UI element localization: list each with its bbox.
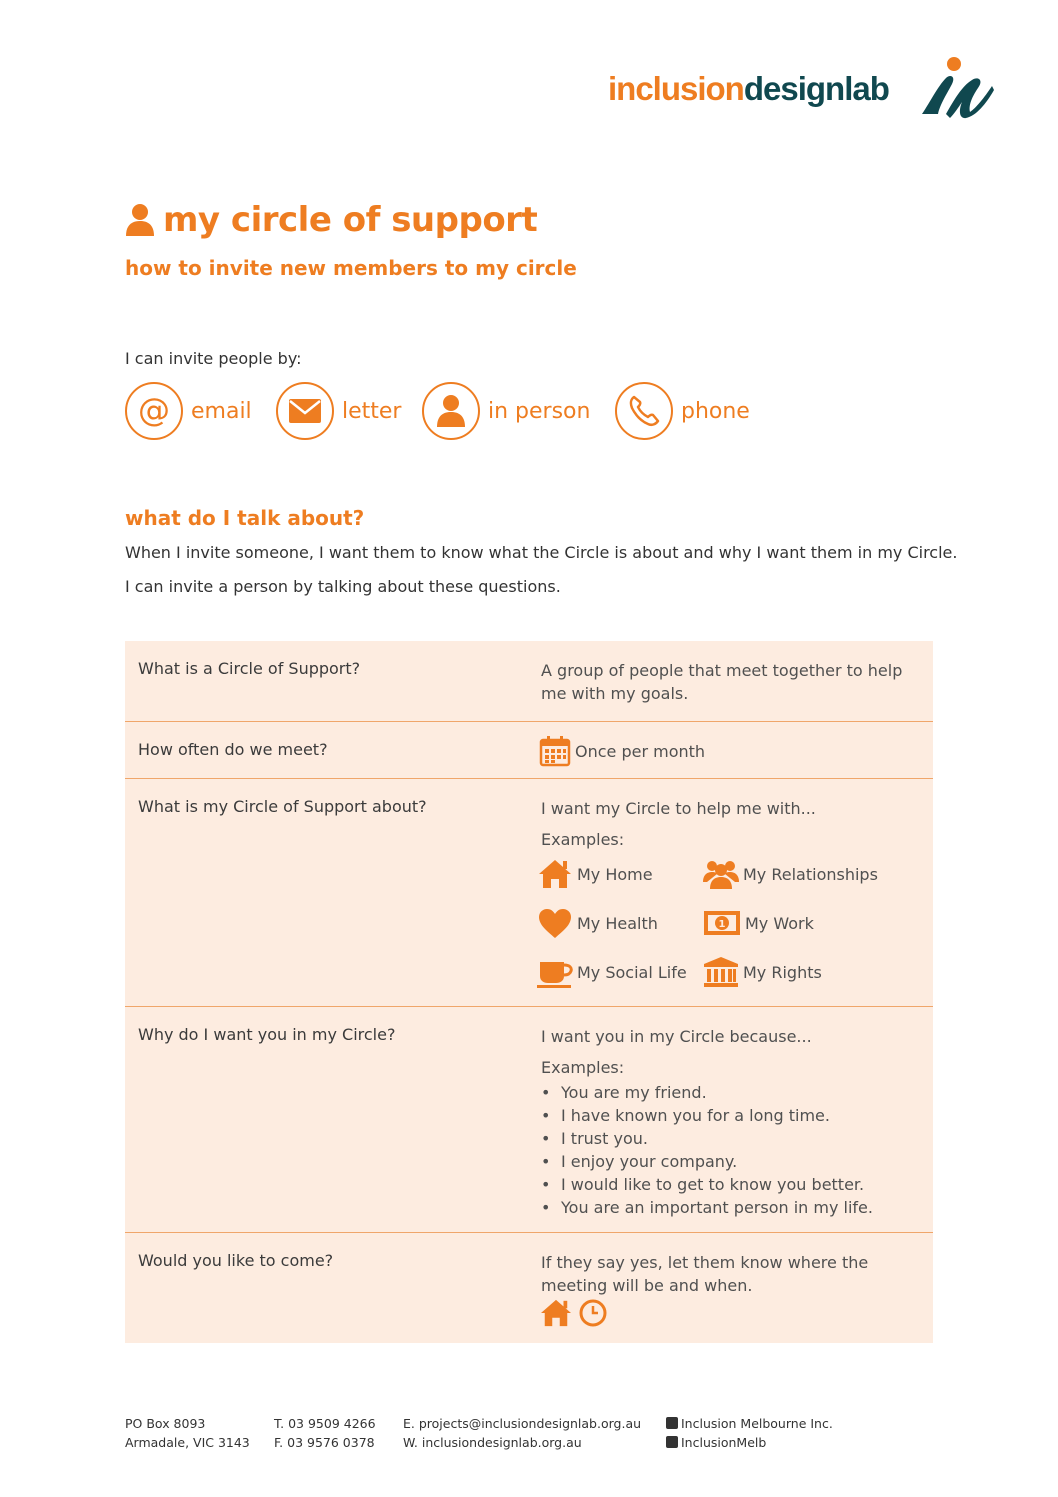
question: Why do I want you in my Circle? xyxy=(138,1025,396,1044)
page-title: my circle of support xyxy=(163,200,538,240)
answer: A group of people that meet together to help me with my goals. xyxy=(541,661,903,703)
at-icon xyxy=(125,382,183,440)
logo-text-part1: inclusion xyxy=(608,70,744,107)
question: Would you like to come? xyxy=(138,1251,334,1270)
method-label: in person xyxy=(488,398,591,424)
svg-text:@: @ xyxy=(138,393,170,429)
example-item xyxy=(703,857,878,891)
answer-text: Once per month xyxy=(575,741,706,761)
footer-fax: F. 03 9576 0378 xyxy=(274,1435,375,1450)
method-phone xyxy=(615,382,750,440)
footer-twitter[interactable] xyxy=(666,1433,833,1452)
person-icon xyxy=(422,382,480,440)
method-label: email xyxy=(191,398,252,424)
method-email xyxy=(125,382,252,440)
answer-text: I want you in my Circle because... xyxy=(541,1027,812,1046)
footer-address xyxy=(125,1414,250,1452)
example-label: My Rights xyxy=(743,962,822,982)
table-row xyxy=(125,641,933,722)
example-label: My Health xyxy=(577,913,658,933)
answer xyxy=(539,735,919,767)
example-label: My Relationships xyxy=(743,864,878,884)
example-label: My Social Life xyxy=(577,962,687,982)
list-item: • You are an important person in my life. xyxy=(541,1196,921,1219)
footer-contact xyxy=(403,1414,641,1452)
reasons-list xyxy=(541,1081,921,1219)
intro-paragraph: When I invite someone, I want them to know what the Circle is about and why I want them in my Circle. xyxy=(125,543,958,562)
table-row xyxy=(125,722,933,779)
footer-web[interactable]: W. inclusiondesignlab.org.au xyxy=(403,1435,582,1450)
example-label: My Home xyxy=(577,864,653,884)
logo-text xyxy=(608,70,889,108)
phone-icon xyxy=(615,382,673,440)
answer-icons xyxy=(538,1298,608,1328)
calendar-icon xyxy=(539,735,571,767)
footer-email[interactable]: E. projects@inclusiondesignlab.org.au xyxy=(403,1416,642,1431)
answer: If they say yes, let them know where the meeting will be and when. xyxy=(541,1253,869,1295)
answer-text: I want my Circle to help me with... xyxy=(541,799,816,818)
page-subtitle: how to invite new members to my circle xyxy=(125,256,577,280)
home-icon xyxy=(538,1298,574,1328)
example-item xyxy=(537,906,658,940)
list-item: • I trust you. xyxy=(541,1127,921,1150)
facebook-label: Inclusion Melbourne Inc. xyxy=(681,1416,833,1431)
examples-label: Examples: xyxy=(541,1058,625,1077)
list-item: • I would like to get to know you better. xyxy=(541,1173,921,1196)
questions-table xyxy=(125,641,933,1343)
heart-icon xyxy=(537,907,573,939)
table-row xyxy=(125,1233,933,1343)
building-icon xyxy=(703,956,739,988)
method-label: phone xyxy=(681,398,750,424)
example-label: My Work xyxy=(745,913,814,933)
footer-phones xyxy=(274,1414,376,1452)
logo-mark-icon xyxy=(916,56,998,120)
examples-label: Examples: xyxy=(541,830,625,849)
footer-social xyxy=(666,1414,833,1452)
list-item: • You are my friend. xyxy=(541,1081,921,1104)
logo xyxy=(608,56,1008,120)
footer-address-line1: PO Box 8093 xyxy=(125,1416,206,1431)
title-row xyxy=(125,198,537,242)
list-item: • I have known you for a long time. xyxy=(541,1104,921,1127)
example-item xyxy=(703,906,814,940)
answer xyxy=(541,797,921,851)
intro-paragraph-2: I can invite a person by talking about these questions. xyxy=(125,577,561,596)
money-icon xyxy=(703,909,741,937)
envelope-icon xyxy=(276,382,334,440)
method-label: letter xyxy=(342,398,402,424)
example-item xyxy=(703,955,822,989)
question: What is my Circle of Support about? xyxy=(138,797,427,816)
question: What is a Circle of Support? xyxy=(138,659,361,678)
twitter-label: InclusionMelb xyxy=(681,1435,767,1450)
people-icon xyxy=(703,858,739,890)
table-row xyxy=(125,1007,933,1233)
svg-text:1: 1 xyxy=(718,919,726,930)
section-heading: what do I talk about? xyxy=(125,506,365,530)
invite-lead: I can invite people by: xyxy=(125,349,302,368)
footer-facebook[interactable] xyxy=(666,1414,833,1433)
footer-address-line2: Armadale, VIC 3143 xyxy=(125,1435,250,1450)
facebook-icon xyxy=(666,1417,678,1429)
list-item: • I enjoy your company. xyxy=(541,1150,921,1173)
method-letter xyxy=(276,382,401,440)
question: How often do we meet? xyxy=(138,740,328,759)
home-icon xyxy=(537,858,573,890)
twitter-icon xyxy=(666,1436,678,1448)
table-row xyxy=(125,779,933,1007)
example-item xyxy=(537,857,653,891)
examples-grid xyxy=(537,857,927,997)
method-in-person xyxy=(422,382,590,440)
answer xyxy=(541,1025,921,1219)
cup-icon xyxy=(537,956,573,988)
person-icon xyxy=(125,202,155,238)
logo-text-part2: designlab xyxy=(743,70,889,107)
example-item xyxy=(537,955,687,989)
clock-icon xyxy=(578,1298,608,1328)
footer-phone: T. 03 9509 4266 xyxy=(274,1416,376,1431)
